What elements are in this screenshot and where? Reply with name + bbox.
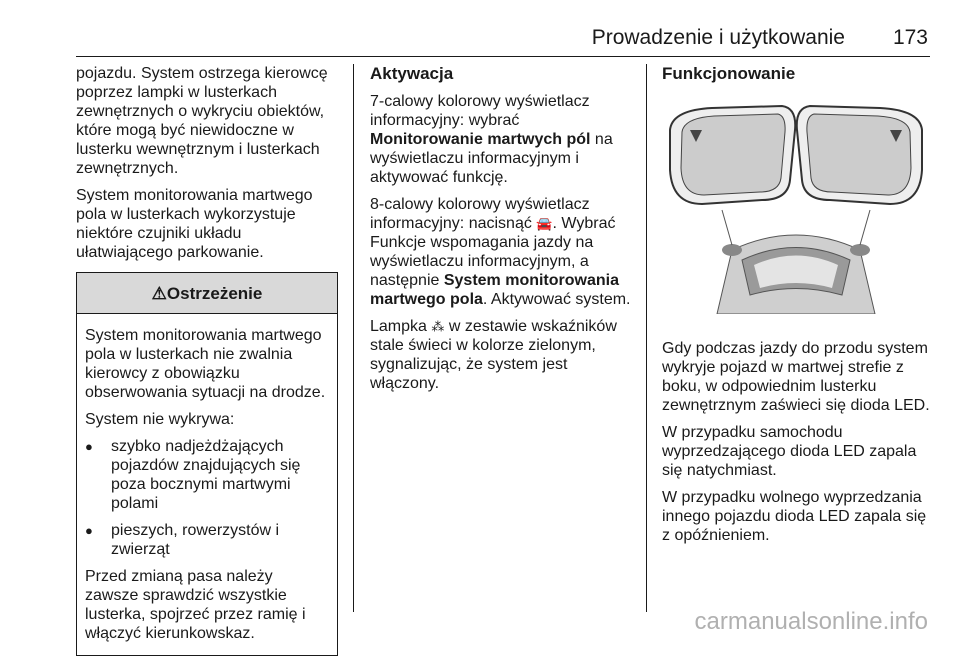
column-3 (662, 64, 930, 553)
paragraph: W przypadku samochodu wyprzedzającego dioda LED zapala się natychmiast. (662, 424, 917, 479)
header-rule (76, 56, 930, 57)
column-2 (370, 64, 632, 401)
section-heading-function: Funkcjonowanie (662, 64, 796, 83)
paragraph: W przypadku wolnego wyprzedzania innego pojazdu dioda LED zapala się z opóźnieniem. (662, 489, 927, 544)
menu-term: System monitorowania martwego pola (370, 272, 619, 308)
text: Lampka (370, 318, 432, 335)
paragraph (370, 92, 632, 187)
warning-title: Ostrzeżenie (166, 283, 263, 303)
column-divider-2 (646, 64, 647, 612)
warning-box (76, 272, 338, 656)
page-number: 173 (892, 26, 928, 49)
warning-paragraph: System monitorowania martwego pola w lusterkach nie zwalnia kierowcy z obowiązku obserwowania sytuacji na drodze. (85, 327, 326, 401)
warning-body (77, 314, 337, 655)
warning-paragraph: Przed zmianą pasa należy zawsze sprawdzić wszystkie lusterka, spojrzeć przez ramię i włączyć kierunkowskaz. (85, 568, 306, 642)
list-item: ● pieszych, rowerzystów i zwierząt (85, 521, 329, 559)
watermark: carmanualsonline.info (694, 608, 928, 635)
paragraph: System monitorowania martwego pola w lusterkach wykorzystuje niektóre czujniki układu ułatwiającego parkowanie. (76, 187, 313, 261)
text: 8-calowy kolorowy wyświetlacz informacyjny: nacisnąć (370, 196, 590, 232)
text: . Wybrać Funkcje wspomagania jazdy na wyświetlaczu informacyjnym, a następnie (370, 215, 616, 289)
column-1 (76, 64, 338, 656)
text: na wyświetlaczu informacyjnym i aktywować funkcję. (370, 131, 613, 186)
section-heading-activation: Aktywacja (370, 64, 454, 83)
paragraph (370, 317, 632, 393)
mirror-illustration (662, 100, 930, 314)
column-divider-1 (353, 64, 354, 612)
page-header (0, 26, 960, 56)
warning-list (85, 437, 329, 559)
warning-header (77, 273, 337, 314)
paragraph: Gdy podczas jazdy do przodu system wykryje pojazd w martwej strefie z boku, w odpowiednim lusterku zewnętrznym zaświeci się dioda LED. (662, 340, 930, 414)
blind-spot-indicator-icon: ⁂ (431, 319, 445, 334)
warning-icon: ⚠ (151, 283, 167, 303)
text: . Aktywować system. (482, 291, 631, 308)
menu-term: Monitorowanie martwych pól (370, 131, 591, 148)
list-item: ● szybko nadjeżdżających pojazdów znajdujących się poza bocznymi martwymi polami (85, 437, 329, 513)
warning-paragraph: System nie wykrywa: (85, 411, 235, 428)
text: 7-calowy kolorowy wyświetlacz informacyjny: wybrać (370, 93, 590, 129)
paragraph: pojazdu. System ostrzega kierowcę poprzez lampki w lusterkach zewnętrznych o wykryciu obiektów, które mogą być niewidoczne w lusterku wewnętrznym i lusterkach zewnętrznych. (76, 65, 328, 177)
car-settings-icon: 🚘 (536, 216, 553, 231)
paragraph (370, 195, 632, 309)
text: w zestawie wskaźników stale świeci w kolorze zielonym, sygnalizując, że system jest włączony. (370, 318, 617, 392)
header-title: Prowadzenie i użytkowanie (591, 26, 845, 49)
